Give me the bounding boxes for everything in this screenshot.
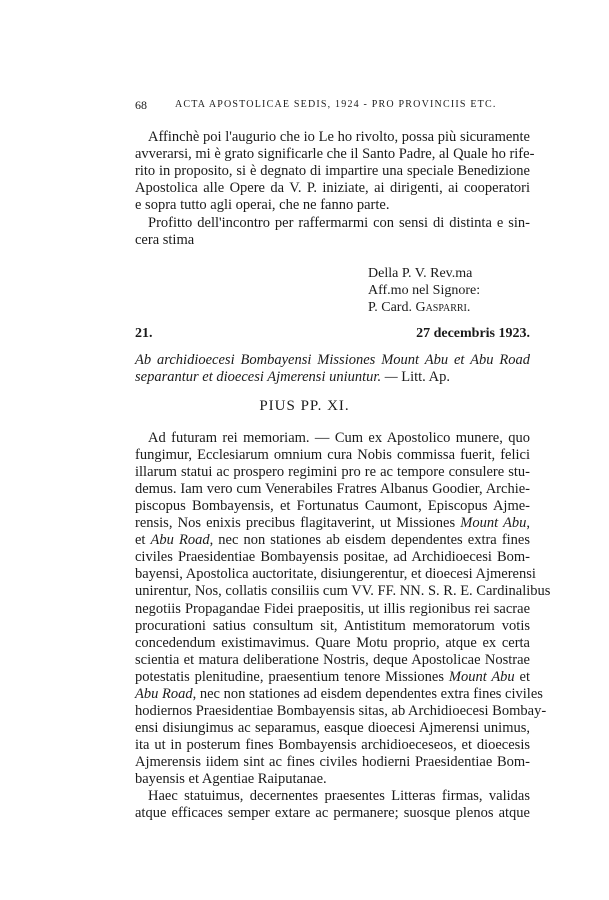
document-date: 27 decembris 1923.	[416, 326, 530, 341]
letter-line: e sopra tutto agli operai, che ne fanno parte.	[135, 197, 390, 214]
body-line: Ajmerensis iidem sint ac fines civiles hodierni Praesidentiae Bom-	[135, 753, 530, 770]
body-line: bayensi, Apostolica auctoritate, disiungerentur, et dioecesi Ajmerensi	[135, 566, 536, 583]
letter-line: rito in proposito, si è degnato di impartire una speciale Benedizione	[135, 163, 530, 180]
running-header	[135, 98, 530, 118]
body-line: procurationi satius consultum sit, Antistitum memoratorum votis	[135, 617, 530, 634]
body-line: scientia et matura deliberatione Nostris, deque Apostolicae Nostrae	[135, 651, 530, 668]
body-line: negotiis Propagandae Fidei praepositis, ut illis regionibus rei sacrae	[135, 600, 530, 617]
body-line: bayensis et Agentiae Raiputanae.	[135, 771, 327, 787]
body-line: hodiernos Praesidentiae Bombayensis sitas, ab Archidioecesi Bombay-	[135, 702, 547, 719]
signature-line-2: Aff.mo nel Signore:	[368, 283, 481, 298]
letter-line: Apostolica alle Opere da V. P. iniziate, ai dirigenti, ai cooperatori	[135, 180, 530, 197]
body-line: atque efficaces semper extare ac permanere; suosque plenos atque	[135, 805, 530, 822]
body-line: Haec statuimus, decernentes praesentes Litteras firmas, validas	[148, 788, 530, 805]
body-line: ensi disiungimus ac separamus, easque dioecesi Ajmerensi unimus,	[135, 719, 530, 736]
title-doc-type: Litt. Ap.	[401, 369, 450, 385]
title-line-1: Ab archidioecesi Bombayensi Missiones Mount Abu et Abu Road	[135, 352, 530, 368]
body-line: demus. Iam vero cum Venerabiles Fratres Albanus Goodier, Archie-	[135, 481, 530, 498]
signature-line-1: Della P. V. Rev.ma	[368, 266, 473, 281]
body-line: Abu Road, nec non stationes ad eisdem dependentes extra fines civiles	[135, 685, 543, 702]
letter-line: cera stima	[135, 231, 195, 248]
signature-line-3	[368, 299, 470, 316]
page-number: 68	[135, 98, 147, 112]
document-title	[135, 352, 530, 386]
document-number: 21.	[135, 326, 153, 341]
body-line: ita ut in posterum fines Bombayensis archidioeceseos, et dioecesis	[135, 736, 530, 753]
letter-line: Affinchè poi l'augurio che io Le ho rivolto, possa più sicuramente	[148, 129, 530, 145]
pope-heading: PIUS PP. XI.	[259, 398, 350, 414]
body-line: potestatis plenitudine, praesentium tenore Missiones Mount Abu et	[135, 668, 531, 685]
body-line: unirentur, Nos, collatis consiliis cum VV. FF. NN. S. R. E. Cardinalibus	[135, 583, 551, 600]
body-line: civiles Praesidentiae Bombayensis positae, ad Archidioecesi Bom-	[135, 549, 530, 566]
body-line: et Abu Road, nec non stationes ab eisdem dependentes extra fines	[135, 532, 531, 549]
body-line: Ad futuram rei memoriam. — Cum ex Apostolico munere, quo	[148, 430, 530, 446]
signature-name: Gasparri.	[415, 300, 471, 315]
letter-line: Profitto dell'incontro per raffermarmi con sensi di distinta e sin-	[148, 214, 530, 231]
signature-prefix: P. Card.	[368, 300, 412, 315]
letter-line: avverarsi, mi è grato significarle che il Santo Padre, al Quale ho rife-	[135, 146, 535, 163]
title-line-2: separantur et dioecesi Ajmerensi uniuntur. —	[135, 369, 398, 385]
body-line: illarum statui ac prospero regimini pro re ac tempore consulere stu-	[135, 464, 530, 481]
body-line: concedendum existimavimus. Quare Motu proprio, atque ex certa	[135, 634, 530, 651]
running-title: ACTA APOSTOLICAE SEDIS, 1924 - PRO PROVINCIIS ETC.	[175, 99, 497, 110]
body-line: piscopus Bombayensis, et Fortunatus Caumont, Episcopus Ajme-	[135, 498, 530, 515]
body-line: rensis, Nos enixis precibus flagitaverint, ut Missiones Mount Abu,	[135, 515, 531, 532]
body-line: fungimur, Ecclesiarum omnium cura Nobis commissa fuerit, felici	[135, 447, 530, 464]
